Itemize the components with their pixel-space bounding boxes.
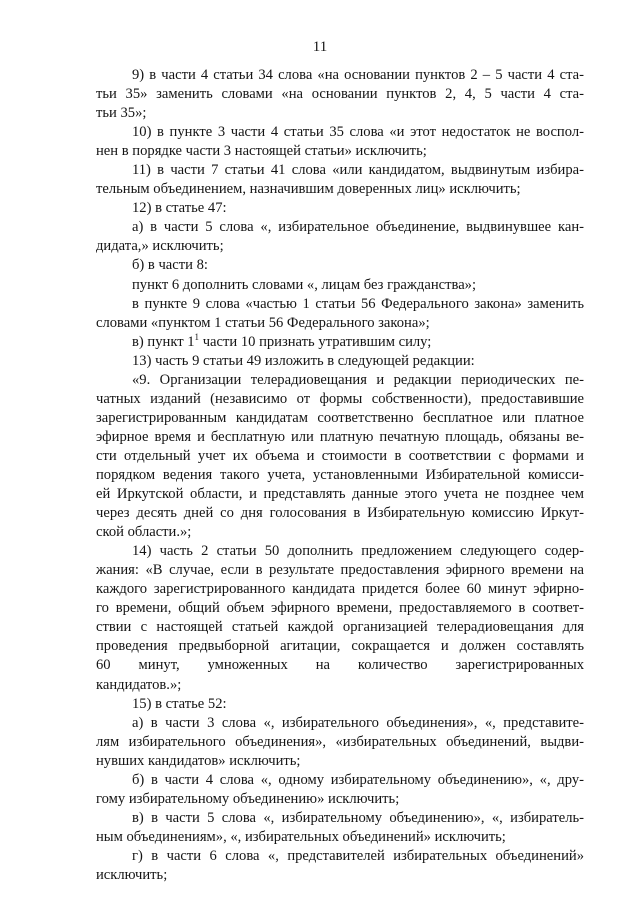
text-line: 14) часть 2 статьи 50 дополнить предложением следующего содер- [132,543,584,560]
text-line: лям избирательного объединения», «избирательных объединений, выдви- [96,733,584,750]
text-line: тьи 35» заменить словами «на основании пунктов 2, 4, 5 части 4 ста- [96,86,584,103]
text-line: гому избирательному объединению» исключить; [96,790,400,807]
text-line: пункт 6 дополнить словами «, лицам без гражданства»; [132,276,477,293]
text-line [96,333,584,352]
text-line: тельным объединением, назначившим доверенных лиц» исключить; [96,181,521,198]
text-line: сти отдельный учет их объема и стоимости в соответствии с формами и [96,447,584,464]
text-line: проведения предвыборной агитации, сокращается и должен составлять [96,638,584,655]
text-line: в) в части 5 слова «, избирательному объединению», «, избиратель- [132,809,584,826]
page-number: 11 [312,39,328,55]
text-line: зарегистрированным кандидатам соответственно бесплатное или платное [96,409,584,426]
text-line: ным объединениям», «, избирательных объединений» исключить; [96,828,506,845]
text-line: 60 минут, умноженных на количество зарегистрированных [96,657,584,674]
text-line: порядком ведения такого учета, установленными Избирательной комисси- [96,466,584,483]
text-fragment: части 10 признать утратившим силу; [199,333,432,350]
text-line: словами «пунктом 1 статьи 56 Федерального закона»; [96,314,430,331]
text-line: тьи 35»; [96,105,147,122]
text-line: через десять дней со дня голосования в Избирательную комиссию Иркут- [96,505,584,522]
text-fragment: в) пункт 1 [132,333,195,350]
text-line: 15) в статье 52: [132,695,227,712]
text-line: 10) в пункте 3 части 4 статьи 35 слова «и этот недостаток не воспол- [132,124,584,141]
text-line: нувших кандидатов» исключить; [96,752,301,769]
text-line: чатных изданий (независимо от формы собственности), предоставившие [96,390,584,407]
text-line: б) в части 8: [132,257,208,274]
text-line: дидата,» исключить; [96,238,224,255]
text-line: а) в части 5 слова «, избирательное объединение, выдвинувшее кан- [132,219,584,236]
text-line: г) в части 6 слова «, представителей избирательных объединений» [132,847,584,864]
superscript-index: 1 [194,331,200,342]
text-line: б) в части 4 слова «, одному избирательному объединению», «, дру- [132,771,584,788]
text-line: кандидатов.»; [96,676,182,693]
text-line: а) в части 3 слова «, избирательного объединения», «, представите- [132,714,584,731]
text-line: «9. Организации телерадиовещания и редакции периодических пе- [132,371,584,388]
text-line: эфирное время и бесплатную или платную печатную площадь, обязаны ве- [96,428,584,445]
text-line: жания: «В случае, если в результате предоставления эфирного времени на [96,562,584,579]
text-line: в пункте 9 слова «частью 1 статьи 56 Федерального закона» заменить [132,295,584,312]
text-line: нен в порядке части 3 настоящей статьи» исключить; [96,143,427,160]
text-line: 11) в части 7 статьи 41 слова «или кандидатом, выдвинутым избира- [132,162,584,179]
text-line: 12) в статье 47: [132,200,227,217]
text-line: го времени, общий объем эфирного времени, предоставляемого в соответ- [96,600,584,617]
text-line: исключить; [96,866,168,883]
text-line: ей Иркутской области, и представлять данные этого учета не позднее чем [96,486,584,503]
text-line: каждого зарегистрированного кандидата придется более 60 минут эфирно- [96,581,584,598]
text-line: ствии с настоящей статьей каждой организацией телерадиовещания для [96,619,584,636]
text-line: ской области.»; [96,524,192,541]
text-line: 13) часть 9 статьи 49 изложить в следующей редакции: [132,352,475,369]
text-line: 9) в части 4 статьи 34 слова «на основании пунктов 2 – 5 части 4 ста- [132,67,584,83]
document-body [96,66,584,885]
